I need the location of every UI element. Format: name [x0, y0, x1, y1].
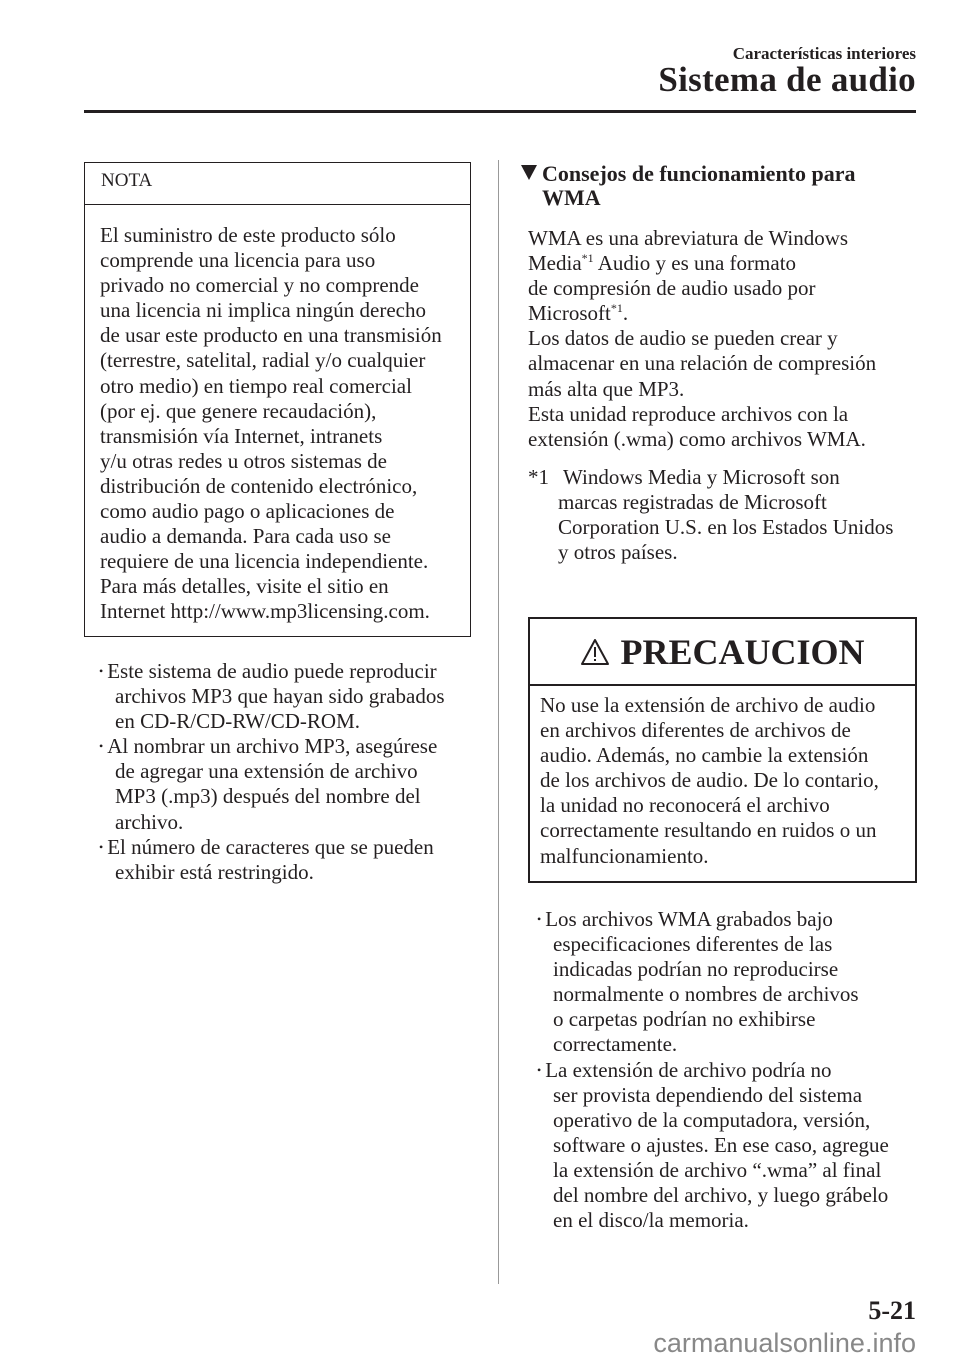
text-line: [537, 982, 889, 1007]
text-line: Internet http://www.mp3licensing.com.: [100, 599, 430, 624]
text-line: privado no comercial y no comprende: [100, 273, 419, 298]
text-line: correctamente resultando en ruidos o un: [540, 818, 877, 843]
bullet-item: [99, 734, 445, 834]
line-text: indicadas podrían no reproducirse: [553, 957, 839, 982]
line-text: la extensión de archivo “.wma” al final: [553, 1157, 882, 1182]
text-line: [528, 515, 893, 540]
text-line: [537, 1108, 889, 1133]
footnote-ref: *1: [610, 301, 623, 316]
text-line: [528, 402, 876, 427]
bullet-icon: •: [99, 664, 104, 678]
text-line: [537, 1032, 889, 1057]
text-line: [528, 326, 876, 351]
text-line: una licencia ni implica ningún derecho: [100, 298, 426, 323]
footnote-ref: *1: [581, 251, 594, 266]
text-line: en archivos diferentes de archivos de: [540, 718, 851, 743]
text-line: [99, 709, 445, 734]
text-line: [537, 1083, 889, 1108]
line-text: del nombre del archivo, y luego grábelo: [553, 1183, 889, 1208]
text-line: [99, 860, 445, 885]
text-line: No use la extensión de archivo de audio: [540, 693, 876, 717]
text-line: distribución de contenido electrónico,: [100, 473, 418, 498]
bullet-icon: •: [537, 1062, 542, 1077]
text-line: comprende una licencia para uso: [100, 248, 376, 273]
line-text: El número de caracteres que se pueden: [107, 834, 434, 859]
text-line: [528, 427, 876, 452]
line-text: exhibir está restringido.: [115, 859, 314, 884]
text-line: (terrestre, satelital, radial y/o cualquier: [100, 348, 426, 373]
line-text: Windows Media y Microsoft son: [563, 465, 840, 489]
bullet-item: [537, 907, 889, 1058]
warning-icon: [580, 638, 610, 666]
note-title: NOTA: [85, 163, 470, 205]
text-line: como audio pago o aplicaciones de: [100, 499, 395, 524]
bullet-icon: •: [537, 912, 542, 926]
text-line: Para más detalles, visite el sitio en: [100, 574, 389, 599]
text-line: [99, 659, 445, 684]
bullet-item: [537, 1058, 889, 1234]
text-line: de usar este producto en una transmisión: [100, 323, 442, 348]
text-line: [528, 351, 876, 376]
line-text: Audio y es una formato: [593, 251, 797, 276]
text-line: la unidad no reconocerá el archivo: [540, 793, 830, 818]
text-line: audio. Además, no cambie la extensión: [540, 743, 869, 768]
text-line: [528, 540, 893, 565]
text-line: de los archivos de audio. De lo contario,: [540, 768, 879, 793]
page-title: Sistema de audio: [658, 60, 916, 99]
line-text: archivo.: [115, 809, 184, 834]
text-line: [528, 226, 876, 251]
line-text: Los datos de audio se pueden crear y: [528, 326, 838, 351]
line-text: marcas registradas de Microsoft: [558, 490, 827, 515]
line-text: correctamente.: [553, 1032, 678, 1057]
text-line: y/u otras redes u otros sistemas de: [100, 448, 387, 473]
caution-title: PRECAUCION: [620, 631, 865, 672]
line-text: Al nombrar un archivo MP3, asegúrese: [107, 734, 438, 759]
line-text: .: [622, 301, 629, 326]
left-bullet-list: [99, 659, 445, 885]
text-line: [99, 759, 445, 784]
heading-line: Consejos de funcionamiento para: [542, 161, 856, 186]
text-line: transmisión vía Internet, intranets: [100, 423, 383, 448]
text-line: [528, 301, 876, 326]
text-line: [528, 251, 876, 276]
wma-body: [528, 226, 876, 452]
line-text: archivos MP3 que hayan sido grabados: [115, 684, 445, 709]
footnote-mark: *1: [528, 465, 549, 489]
text-line: [528, 276, 876, 301]
text-line: [99, 810, 445, 835]
text-line: [537, 1133, 889, 1158]
text-line: requiere de una licencia independiente.: [100, 549, 429, 574]
note-text: [85, 205, 470, 625]
text-line: [537, 907, 889, 932]
line-text: Este sistema de audio puede reproducir: [107, 659, 437, 683]
page-number: 5-21: [868, 1296, 916, 1325]
text-line: [537, 1058, 889, 1083]
line-text: MP3 (.mp3) después del nombre del: [115, 784, 421, 809]
line-text: operativo de la computadora, versión,: [553, 1107, 871, 1132]
text-line: malfuncionamiento.: [540, 843, 709, 868]
header-rule: [84, 110, 916, 113]
triangle-marker-icon: [521, 165, 537, 180]
text-line: [537, 1007, 889, 1032]
note-box: [84, 162, 471, 637]
text-line: [99, 784, 445, 809]
caution-text: [530, 686, 915, 869]
text-line: [537, 1183, 889, 1208]
line-text: software o ajustes. En ese caso, agregue: [553, 1132, 889, 1157]
column-divider: [498, 160, 499, 1284]
text-line: [99, 734, 445, 759]
text-line: [99, 684, 445, 709]
section-label: Características interiores: [732, 44, 916, 63]
line-text: Media: [528, 251, 582, 276]
line-text: almacenar en una relación de compresión: [528, 351, 877, 376]
line-text: Esta unidad reproduce archivos con la: [528, 401, 849, 426]
text-line: otro medio) en tiempo real comercial: [100, 373, 412, 398]
text-line: [537, 1158, 889, 1183]
line-text: ser provista dependiendo del sistema: [553, 1082, 863, 1107]
text-line: [99, 835, 445, 860]
text-line: [537, 932, 889, 957]
watermark: carmanualsonline.info: [653, 1328, 916, 1358]
text-line: audio a demanda. Para cada uso se: [100, 524, 391, 549]
line-text: La extensión de archivo podría no: [545, 1057, 832, 1082]
line-text: y otros países.: [558, 540, 678, 565]
text-line: [528, 465, 893, 490]
text-line: [528, 490, 893, 515]
line-text: o carpetas podrían no exhibirse: [553, 1007, 816, 1032]
line-text: WMA es una abreviatura de Windows: [528, 226, 849, 250]
bullet-item: [99, 659, 445, 734]
text-line: [528, 377, 876, 402]
line-text: Los archivos WMA grabados bajo: [545, 907, 833, 931]
line-text: extensión (.wma) como archivos WMA.: [528, 426, 866, 451]
line-text: Corporation U.S. en los Estados Unidos: [558, 515, 894, 540]
line-text: especificaciones diferentes de las: [553, 932, 833, 957]
line-text: Microsoft: [528, 301, 611, 326]
text-line: [537, 957, 889, 982]
caution-box: [528, 617, 917, 883]
heading-line: WMA: [542, 185, 601, 210]
text-line: [537, 1208, 889, 1233]
line-text: de compresión de audio usado por: [528, 276, 816, 301]
line-text: en el disco/la memoria.: [553, 1208, 749, 1233]
footnote: [528, 465, 893, 565]
bullet-icon: •: [99, 739, 104, 754]
bullet-item: [99, 835, 445, 885]
bullet-icon: •: [99, 839, 104, 854]
right-bullet-list: [537, 907, 889, 1233]
section-heading: [521, 162, 856, 210]
text-line: El suministro de este producto sólo: [100, 223, 396, 247]
line-text: de agregar una extensión de archivo: [115, 759, 418, 784]
line-text: en CD-R/CD-RW/CD-ROM.: [115, 709, 361, 734]
text-line: (por ej. que genere recaudación),: [100, 398, 377, 423]
line-text: más alta que MP3.: [528, 376, 685, 401]
line-text: normalmente o nombres de archivos: [553, 982, 859, 1007]
